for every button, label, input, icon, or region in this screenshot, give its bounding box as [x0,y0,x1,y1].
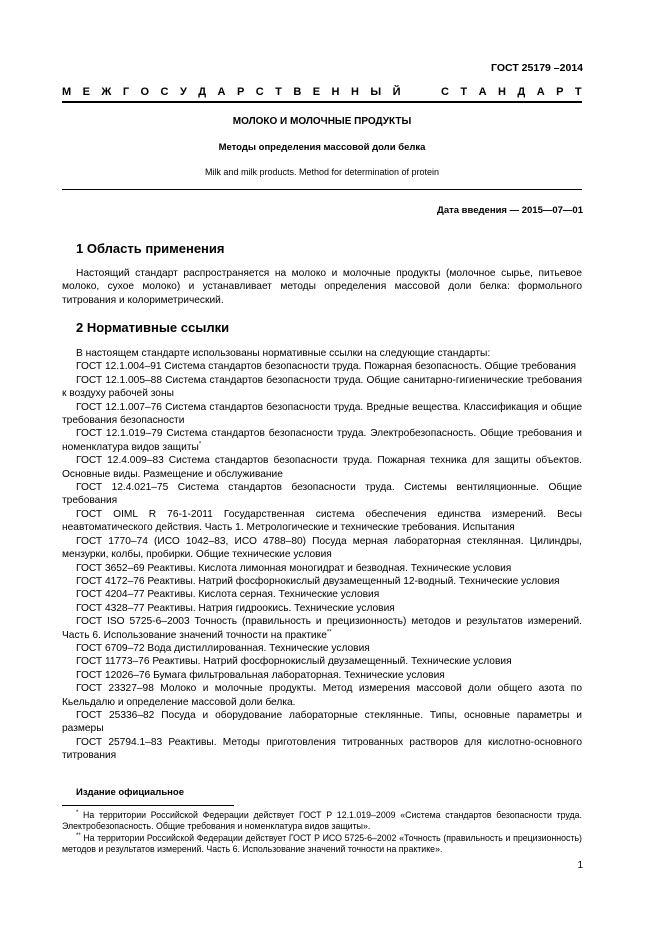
header-rule [62,101,582,103]
section-2-heading: 2 Нормативные ссылки [76,320,230,335]
banner-letter: Н [497,86,506,98]
reference-item: ГОСТ 4328–77 Реактивы. Натрия гидроокись. Технические условия [76,602,395,614]
normative-references-list [62,347,582,763]
reference-item: ГОСТ 6709–72 Вода дистиллированная. Технические условия [76,642,370,654]
footnotes [62,810,582,856]
title-rule [62,189,582,190]
banner-letter: М [62,86,72,98]
footnote-item: ** На территории Российской Федерации действует ГОСТ Р ИСО 5725-6–2002 «Точность (правильность и прецизионность) методов и результатов измерений. Часть 6. Использование значений точности на практике». [62,832,582,855]
banner-letter: Е [82,86,90,98]
standard-code: ГОСТ 25179 –2014 [491,62,583,74]
reference-item: ГОСТ ISO 5725-6–2003 Точность (правильность и прецизионность) методов и результатов измерений. Часть 6. Использование значений точности на практике** [62,616,582,641]
banner-letter: Ы [370,86,382,98]
banner-letter: Н [331,86,340,98]
banner-letter: А [478,86,487,98]
banner-letter: У [179,86,187,98]
banner-letter: Т [574,86,582,98]
reference-item: ГОСТ 11773–76 Реактивы. Натрий фосфорнокислый двузамещенный. Технические условия [76,656,512,668]
banner-letter: Д [517,86,526,98]
reference-item: ГОСТ 4204–77 Реактивы. Кислота серная. Технические условия [76,589,380,601]
banner-letter: Д [198,86,207,98]
banner-letter: Н [350,86,359,98]
reference-item: ГОСТ OIML R 76-1-2011 Государственная система обеспечения единства измерений. Весы неавтоматического действия. Часть 1. Метрологические и технические требования. Испытания [62,508,582,534]
banner-letter [426,86,429,98]
section-1-heading: 1 Область применения [76,241,225,256]
reference-item: В настоящем стандарте использованы нормативные ссылки на следующие стандарты: [76,348,491,359]
introduction-date: Дата введения — 2015—07—01 [437,205,583,216]
banner-letter [412,86,415,98]
banner-letter: С [255,86,264,98]
reference-item: ГОСТ 3652–69 Реактивы. Кислота лимонная моногидрат и безводная. Технические условия [76,562,512,574]
banner-letter: Й [392,86,401,98]
reference-item: ГОСТ 12.1.019–79 Система стандартов безопасности труда. Электробезопасность. Общие требования и номенклатура видов защиты* [62,428,582,453]
page-number: 1 [577,860,583,871]
reference-item: ГОСТ 23327–98 Молоко и молочные продукты. Метод измерения массовой доли общего азота по Кьельдалю и определение массовой доли белка. [62,683,582,708]
banner-letter: Т [460,86,468,98]
banner-letter: В [293,86,302,98]
footnote-item: * На территории Российской Федерации действует ГОСТ Р 12.1.019–2009 «Система стандартов безопасности труда. Электробезопасность. Общие требования и номенклатура видов защиты». [62,810,582,832]
banner-letter: А [536,86,545,98]
document-title: МОЛОКО И МОЛОЧНЫЕ ПРОДУКТЫ [232,116,412,127]
banner-letter: Г [122,86,130,98]
reference-item: ГОСТ 12.1.007–76 Система стандартов безопасности труда. Вредные вещества. Классификация и общие требования безопасности [62,401,582,427]
banner-letter: С [440,86,449,98]
reference-item: ГОСТ 12.1.005–88 Система стандартов безопасности труда. Общие санитарно-гигиенические требования к воздуху рабочей зоны [62,374,582,400]
reference-item: ГОСТ 12.4.009–83 Система стандартов безопасности труда. Пожарная техника для защиты объектов. Основные виды. Размещение и обслуживание [62,455,582,480]
banner-letter: С [160,86,169,98]
interstate-standard-banner [62,86,582,98]
banner-letter: Т [275,86,282,98]
banner-letter: О [140,86,150,98]
reference-item: ГОСТ 12026–76 Бумага фильтровальная лабораторная. Технические условия [76,669,445,681]
section-1-text [62,267,582,307]
reference-item: ГОСТ 25794.1–83 Реактивы. Методы приготовления титрованных растворов для кислотно-основного титрования [62,736,582,762]
reference-item: ГОСТ 12.1.004–91 Система стандартов безопасности труда. Пожарная безопасность. Общие требования [76,361,577,373]
english-title: Milk and milk products. Method for determination of protein [204,167,440,177]
banner-letter: Е [312,86,321,98]
footnote-rule [62,805,234,806]
reference-item: ГОСТ 25336–82 Посуда и оборудование лабораторные стеклянные. Типы, основные параметры и размеры [62,709,582,735]
document-subtitle: Методы определения массовой доли белка [218,142,426,153]
official-edition-label: Издание официальное [76,787,184,798]
banner-letter: Р [236,86,245,98]
banner-letter: Ж [101,86,112,98]
reference-item: ГОСТ 4172–76 Реактивы. Натрий фосфорнокислый двузамещенный 12-водный. Технические условия [76,575,560,587]
banner-letter: А [217,86,226,98]
section-1-paragraph: Настоящий стандарт распространяется на молоко и молочные продукты (молочное сырье, питьевое молоко, сухое молоко) и устанавливает методы определения массовой доли белка: формольного титрования и колориметрический. [62,268,582,306]
banner-letter: Р [556,86,564,98]
reference-item: ГОСТ 1770–74 (ИСО 1042–83, ИСО 4788–80) Посуда мерная лабораторная стеклянная. Цилиндры, мензурки, колбы, пробирки. Общие технические условия [62,535,582,561]
reference-item: ГОСТ 12.4.021–75 Система стандартов безопасности труда. Системы вентиляционные. Общие требования [62,482,582,507]
